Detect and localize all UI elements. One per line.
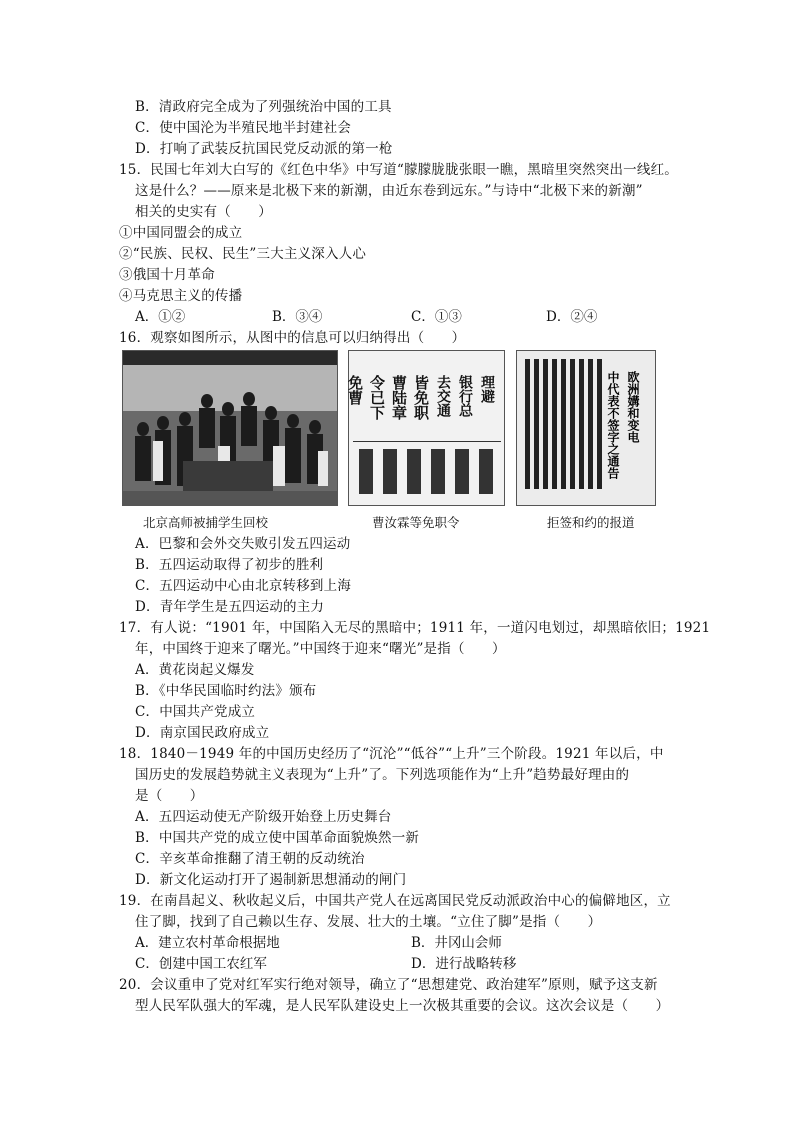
refusal-report-image	[516, 350, 656, 506]
svg-text:欧洲媾和变电: 欧洲媾和变电	[626, 371, 640, 443]
svg-text:令已下: 令已下	[368, 375, 386, 420]
q15-option-c[interactable]: C．①③	[411, 309, 462, 325]
q18-stem-line3: 是（ ）	[135, 788, 204, 804]
q16-option-a[interactable]: A．巴黎和会外交失败引发五四运动	[135, 536, 351, 552]
svg-text:曹陆章: 曹陆章	[390, 375, 408, 420]
q14-option-c[interactable]: C．使中国沦为半殖民地半封建社会	[135, 120, 352, 136]
svg-text:银行总: 银行总	[457, 375, 473, 417]
q16-option-b[interactable]: B．五四运动取得了初步的胜利	[135, 557, 324, 573]
q17-stem-line2: 年，中国终于迎来了曙光。”中国终于迎来“曙光”是指（ ）	[135, 641, 506, 657]
q18-stem-line2: 国历史的发展趋势就主义表现为“上升”了。下列选项能作为“上升”趋势最好理由的	[135, 767, 630, 783]
q15-item-3: ③俄国十月革命	[119, 267, 215, 283]
dismissal-order-image	[348, 350, 505, 506]
q19-option-b[interactable]: B．井冈山会师	[411, 935, 502, 951]
q16-stem: 16．观察如图所示，从图中的信息可以归纳得出（ ）	[119, 330, 466, 346]
q15-option-d[interactable]: D．②④	[546, 309, 598, 325]
q17-option-a[interactable]: A．黄花岗起义爆发	[135, 662, 255, 678]
q14-option-d[interactable]: D．打响了武装反抗国民党反动派的第一枪	[135, 141, 393, 157]
q18-option-b[interactable]: B．中国共产党的成立使中国革命面貌焕然一新	[135, 830, 420, 846]
svg-text:去交通: 去交通	[435, 375, 451, 417]
q15-item-4: ④马克思主义的传播	[119, 288, 243, 304]
svg-text:理避: 理避	[479, 375, 495, 403]
q18-option-a[interactable]: A．五四运动使无产阶级开始登上历史舞台	[135, 809, 392, 825]
q18-option-c[interactable]: C．辛亥革命推翻了清王朝的反动统治	[135, 851, 365, 867]
q19-option-a[interactable]: A．建立农村革命根据地	[135, 935, 280, 951]
q17-option-b[interactable]: B．《中华民国临时约法》颁布	[135, 683, 317, 699]
caption-dismissal-order: 曹汝霖等免职令	[372, 515, 460, 530]
q20-stem-line2: 型人民军队强大的军魂，是人民军队建设史上一次极其重要的会议。这次会议是（ ）	[135, 998, 670, 1014]
q18-stem-line1: 18．1840－1949 年的中国历史经历了“沉沦”“低谷”“上升”三个阶段。1921 年以后，中	[119, 746, 664, 762]
q19-option-d[interactable]: D．进行战略转移	[411, 956, 517, 972]
caption-refusal-report: 拒签和约的报道	[547, 515, 635, 530]
q16-option-c[interactable]: C．五四运动中心由北京转移到上海	[135, 578, 352, 594]
svg-text:皆免职: 皆免职	[412, 375, 430, 420]
q15-item-2: ②“民族、民权、民生”三大主义深入人心	[119, 246, 367, 262]
q15-stem-line1: 15．民国七年刘大白写的《红色中华》中写道“朦朦胧胧张眼一瞧，黑暗里突然突出一线红。	[119, 162, 678, 178]
q16-option-d[interactable]: D．青年学生是五四运动的主力	[135, 599, 325, 615]
q18-option-d[interactable]: D．新文化运动打开了遏制新思想涌动的闸门	[135, 872, 407, 888]
q17-option-d[interactable]: D．南京国民政府成立	[135, 725, 270, 741]
q15-item-1: ①中国同盟会的成立	[119, 225, 243, 241]
q16-images	[122, 350, 657, 510]
q19-stem-line2: 住了脚，找到了自己赖以生存、发展、壮大的土壤。“立住了脚”是指（ ）	[135, 914, 602, 930]
q14-option-b[interactable]: B．清政府完全成为了列强统治中国的工具	[135, 99, 392, 115]
q20-stem-line1: 20．会议重申了党对红军实行绝对领导，确立了“思想建党、政治建军”原则，赋予这支新	[119, 977, 658, 993]
students-photo	[122, 350, 338, 506]
q15-option-b[interactable]: B．③④	[272, 309, 323, 325]
q15-option-a[interactable]: A．①②	[135, 309, 186, 325]
caption-students-photo: 北京高师被捕学生回校	[143, 515, 269, 530]
svg-text:免曹: 免曹	[346, 375, 364, 405]
q17-stem-line1: 17．有人说：“1901 年，中国陷入无尽的黑暗中；1911 年，一道闪电划过，却黑暗依旧；1921	[119, 620, 711, 636]
q19-option-c[interactable]: C．创建中国工农红军	[135, 956, 267, 972]
q15-stem-line3: 相关的史实有（ ）	[135, 204, 272, 220]
q17-option-c[interactable]: C．中国共产党成立	[135, 704, 256, 720]
svg-text:中代表不签字之通告: 中代表不签字之通告	[606, 371, 620, 479]
q15-stem-line2: 这是什么？——原来是北极下来的新潮，由近东卷到远东。”与诗中“北极下来的新潮”	[135, 183, 643, 199]
q19-stem-line1: 19．在南昌起义、秋收起义后，中国共产党人在远离国民党反动派政治中心的偏僻地区，立	[119, 893, 671, 909]
